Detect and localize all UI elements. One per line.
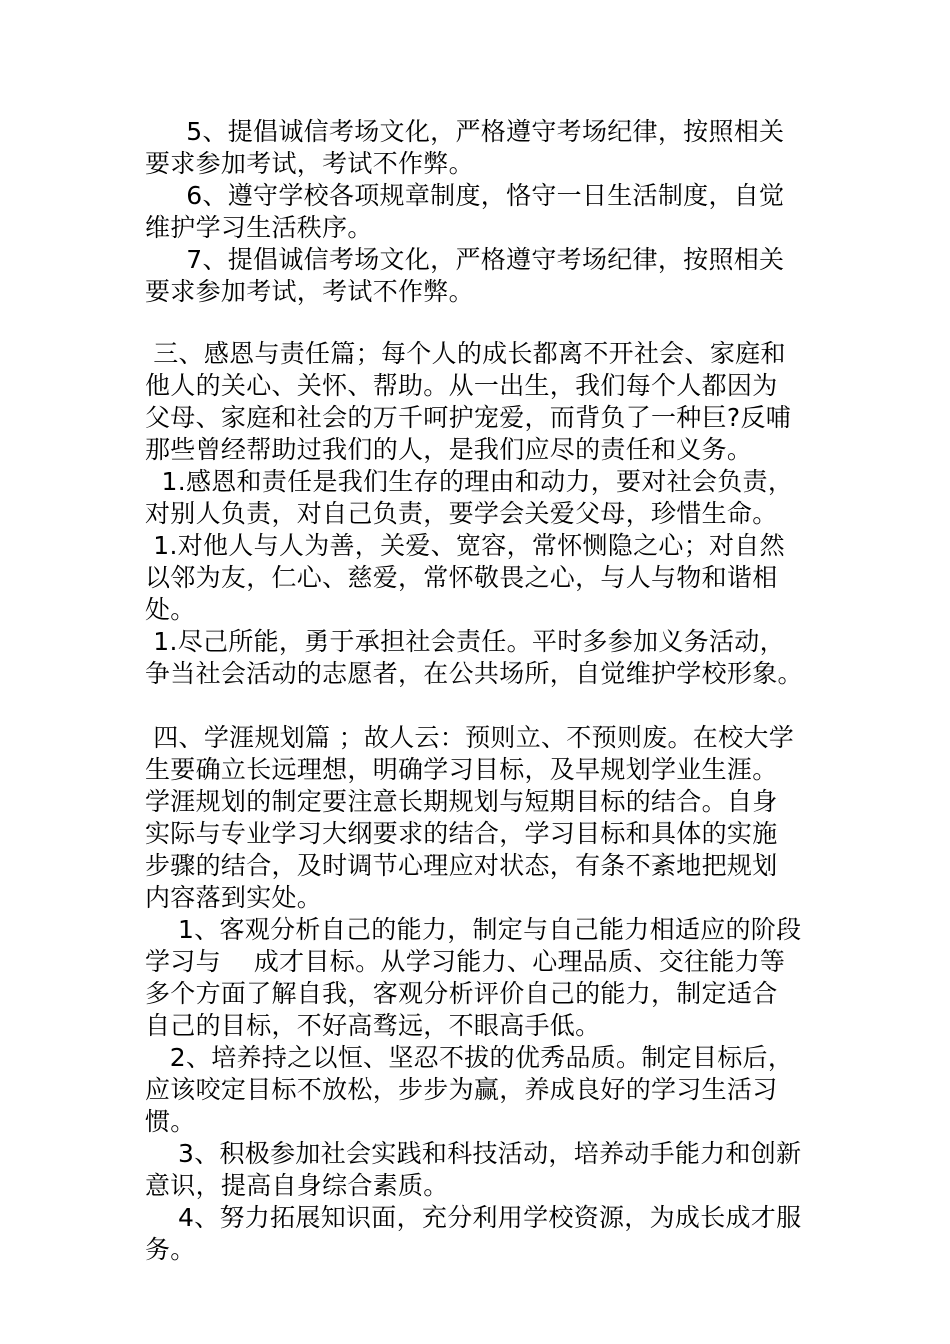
text-line: 1.感恩和责任是我们生存的理由和动力，要对社会负责， [145, 467, 794, 496]
text-line: 对别人负责，对自己负责，要学会关爱父母，珍惜生命。 [145, 499, 778, 528]
text-line: 父母、家庭和社会的万千呵护宠爱，而背负了一种巨?反哺 [145, 403, 792, 432]
text-line: 6、遵守学校各项规章制度，恪守一日生活制度，自觉 [145, 181, 785, 210]
text-line: 应该咬定目标不放松，步步为赢，养成良好的学习生活习 [145, 1075, 778, 1104]
text-line: 5、提倡诚信考场文化，严格遵守考场纪律，按照相关 [145, 117, 785, 146]
text-line: 处。 [145, 595, 196, 624]
text-line: 争当社会活动的志愿者，在公共场所，自觉维护学校形象。 [145, 659, 803, 688]
text-line: 步骤的结合，及时调节心理应对状态，有条不紊地把规划 [145, 851, 778, 880]
text-line: 4、努力拓展知识面，充分利用学校资源，为成长成才服 [145, 1203, 802, 1232]
text-line: 自己的目标，不好高骛远，不眼高手低。 [145, 1011, 601, 1040]
text-line: 1.尽己所能，勇于承担社会责任。平时多参加义务活动， [145, 627, 785, 656]
text-line: 实际与专业学习大纲要求的结合，学习目标和具体的实施 [145, 819, 778, 848]
text-line: 要求参加考试，考试不作弊。 [145, 149, 474, 178]
text-line: 意识，提高自身综合素质。 [145, 1171, 449, 1200]
text-line: 学习与 成才目标。从学习能力、心理品质、交往能力等 [145, 947, 786, 976]
text-line: 生要确立长远理想，明确学习目标，及早规划学业生涯。 [145, 755, 778, 784]
text-line: 要求参加考试，考试不作弊。 [145, 277, 474, 306]
text-line: 那些曾经帮助过我们的人，是我们应尽的责任和义务。 [145, 435, 753, 464]
text-line: 2、培养持之以恒、坚忍不拔的优秀品质。制定目标后， [145, 1043, 794, 1072]
section-heading: 三、感恩与责任篇；每个人的成长都离不开社会、家庭和 [145, 339, 786, 368]
text-line: 惯。 [145, 1107, 196, 1136]
text-line: 7、提倡诚信考场文化，严格遵守考场纪律，按照相关 [145, 245, 785, 274]
text-line: 3、积极参加社会实践和科技活动，培养动手能力和创新 [145, 1139, 802, 1168]
section-heading: 四、学涯规划篇 ；故人云：预则立、不预则废。在校大学 [145, 723, 794, 752]
text-line: 务。 [145, 1235, 196, 1264]
text-line: 学涯规划的制定要注意长期规划与短期目标的结合。自身 [145, 787, 778, 816]
text-line: 1、客观分析自己的能力，制定与自己能力相适应的阶段 [145, 915, 802, 944]
text-line: 维护学习生活秩序。 [145, 213, 373, 242]
text-line: 1.对他人与人为善，关爱、宽容，常怀恻隐之心；对自然 [145, 531, 785, 560]
text-line: 以邻为友，仁心、慈爱，常怀敬畏之心，与人与物和谐相 [145, 563, 778, 592]
text-line: 多个方面了解自我，客观分析评价自己的能力，制定适合 [145, 979, 778, 1008]
text-line: 内容落到实处。 [145, 883, 323, 912]
text-line: 他人的关心、关怀、帮助。从一出生，我们每个人都因为 [145, 371, 778, 400]
